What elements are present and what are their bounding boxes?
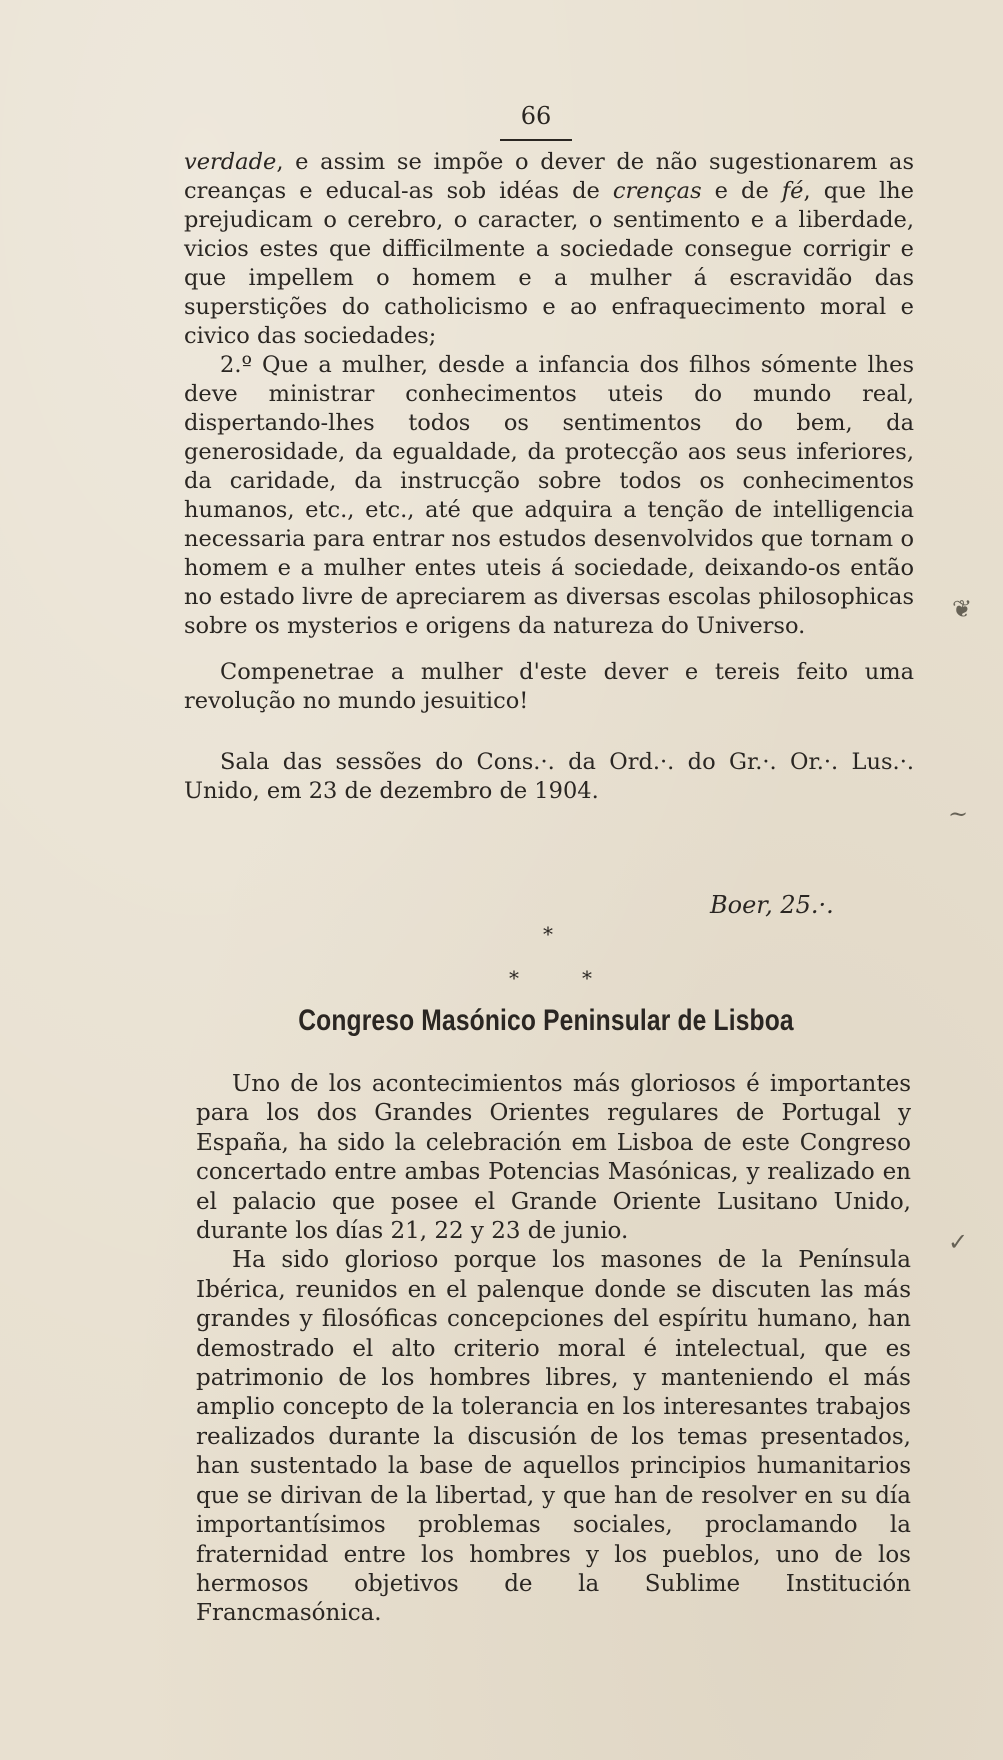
ink-stain-icon: ❦ — [952, 595, 973, 623]
separator-star: * — [582, 966, 592, 990]
section-2-paragraph-1: Uno de los acontecimientos más gloriosos é importantes para los dos Grandes Orientes regulares de Portugal y España, ha sido la celebración em Lisboa de este Congreso concertado entre ambas Potencias Masónicas, y realizado en el palacio que posee el Grande Oriente Lusitano Unido, durante los días 21, 22 y 23 de junio. — [196, 1071, 911, 1245]
session-line: Sala das sessões do Cons.·. da Ord.·. do Gr.·. Or.·. Lus.·. Unido, em 23 de dezembro de 1904. — [184, 749, 914, 804]
section-1-paragraph-2: 2.º Que a mulher, desde a infancia dos filhos sómente lhes deve ministrar conhecimentos uteis do mundo real, dispertando-lhes todos os sentimentos do bem, da generosidade, da egualdade, da protecção aos seus inferiores, da caridade, da instrucção sobre todos os conhecimentos humanos, etc., etc., até que adquira a tenção de intelligencia necessaria para entrar nos estudos desenvolvidos que tornam o homem e a mulher entes uteis á sociedade, deixando-os então no estado livre de apreciarem as diversas escolas philosophicas sobre os mysterios e origens da natureza do Universo. — [184, 352, 914, 639]
separator-star: * — [509, 966, 519, 990]
text-run: , que lhe prejudicam o cerebro, o caracter, o sentimento e a liberdade, vicios estes que difficilmente a sociedade consegue corrigir e que impellem o homem e a mulher á escravidão das superstições do catholicismo e ao enfraquecimento moral e civico das sociedades; — [184, 178, 914, 349]
section-1-closing: Compenetrae a mulher d'este dever e tereis feito uma revolução no mundo jesuitico! — [184, 659, 914, 714]
signature: Boer, 25.·. — [710, 891, 834, 919]
section-2-body — [196, 1070, 911, 1629]
text-run: , e assim se impõe o dever de não sugestionarem as creanças e educal-as sob idéas de — [184, 149, 914, 204]
ink-stain-icon: ✓ — [948, 1228, 969, 1256]
section-heading: Congreso Masónico Peninsular de Lisboa — [298, 1004, 794, 1037]
section-1-body — [184, 148, 914, 806]
text-run: e de — [701, 178, 782, 204]
section-2-paragraph-2: Ha sido glorioso porque los masones de la Península Ibérica, reunidos en el palenque donde se discuten las más grandes y filosóficas concepciones del espíritu humano, han demostrado el alto criterio moral é intelectual, que es patrimonio de los hombres libres, y manteniendo el más amplio concepto de la tolerancia en los interesantes trabajos realizados durante la discusión de los temas presentados, han sustentado la base de aquellos principios humanitarios que se dirivan de la libertad, y que han de resolver en su día importantísimos problemas sociales, proclamando la fraternidad entre los hombres y los pueblos, uno de los hermosos objetivos de la Sublime Institución Francmasónica. — [196, 1247, 911, 1627]
page-number: 66 — [520, 102, 552, 130]
separator-star: * — [543, 922, 553, 946]
text-run: fé — [781, 178, 804, 204]
text-run: verdade — [184, 149, 277, 175]
ink-stain-icon: ~ — [948, 800, 969, 828]
text-run: crenças — [612, 178, 702, 204]
page-number-rule — [500, 139, 572, 141]
section-1-paragraph-1 — [184, 148, 914, 351]
